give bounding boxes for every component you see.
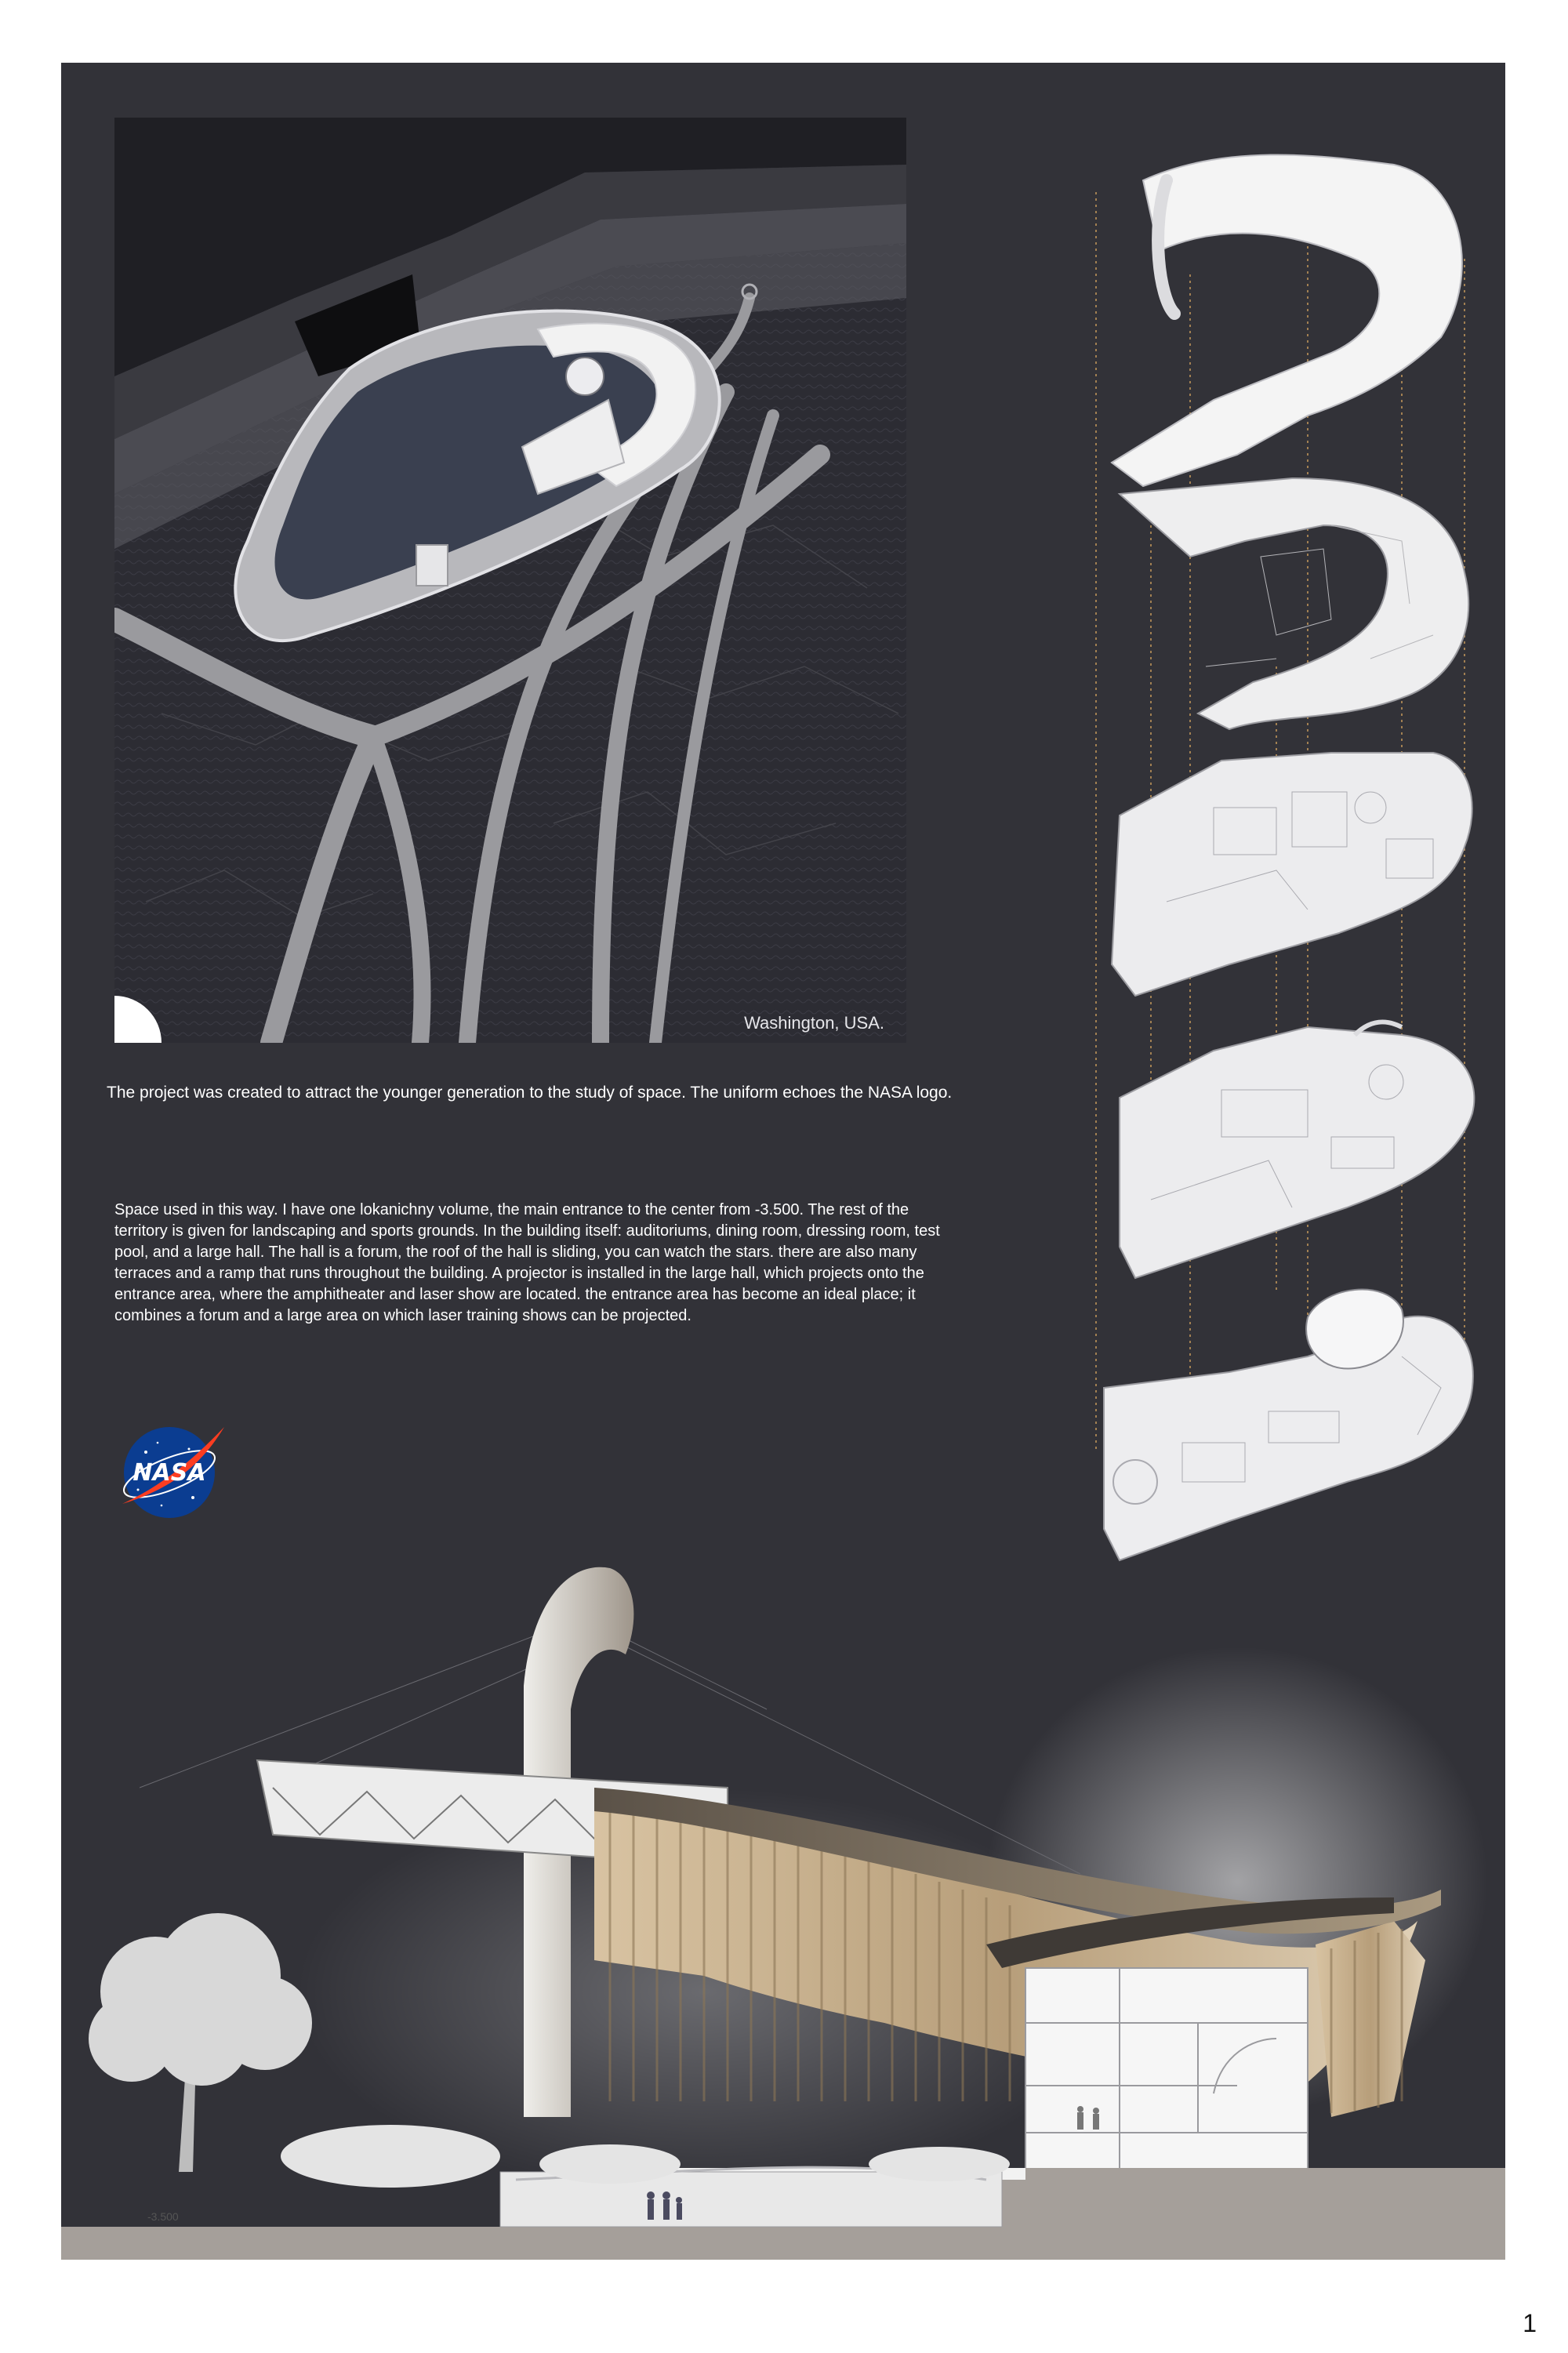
project-description: Space used in this way. I have one lokanichny volume, the main entrance to the center from -3.500. The rest of the territory is given for landscaping and sports grounds. In the building itself: auditoriums, dining room, dressing room, test pool, and a large hall. The hall is a forum, the roof of the hall is sliding, you can watch the stars. there are also many terraces and a ramp that runs throughout the building. A projector is installed in the large hall, which projects onto the entrance area, where the amphitheater and laser show are located. the entrance area has become an ideal place; it combines a forum and a large area on which laser training shows can be projected. <box>114 1201 940 1324</box>
site-plan-drawing <box>114 118 906 1043</box>
building-section <box>61 1552 1505 2260</box>
level-2 <box>1112 753 1472 996</box>
project-tagline: The project was created to attract the younger generation to the study of space. The uniform echoes the NASA logo. <box>107 1084 953 1102</box>
level-1 <box>1120 1022 1474 1278</box>
level-3 <box>1120 478 1468 729</box>
exploded-floor-plans <box>1073 118 1480 1568</box>
page-number: 1 <box>1523 2309 1537 2337</box>
section-drawing <box>61 1552 1505 2260</box>
site-plan <box>114 118 906 1043</box>
nasa-meatball-icon <box>114 1411 232 1529</box>
roof-level <box>1112 155 1462 487</box>
exploded-axonometric <box>1073 118 1480 1568</box>
ground-level <box>1104 1290 1473 1560</box>
location-label: Washington, USA. <box>744 1013 884 1033</box>
presentation-board <box>61 63 1505 2260</box>
nasa-logo <box>114 1411 232 1529</box>
section-level-label: -3.500 <box>147 2210 179 2223</box>
nasa-logo-text: NASA <box>132 1459 206 1487</box>
tree <box>89 1913 312 2172</box>
